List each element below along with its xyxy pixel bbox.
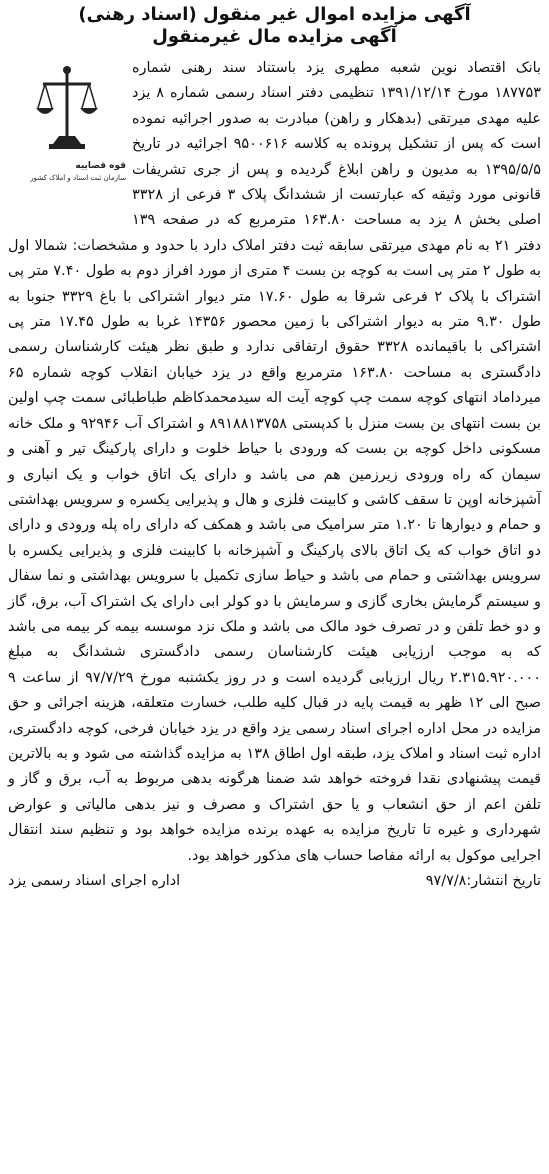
judiciary-emblem — [8, 58, 126, 208]
emblem-subcaption: سازمان ثبت اسناد و املاک کشور — [30, 174, 126, 182]
publish-date: تاریخ انتشار:۹۷/۷/۸ — [425, 873, 541, 889]
notice-footer — [8, 869, 541, 894]
notice-body — [8, 56, 541, 869]
notice-subtitle: آگهی مزایده مال غیرمنقول — [152, 26, 397, 47]
scales-of-justice-icon — [35, 64, 99, 160]
notice-paragraph: بانک اقتصاد نوین شعبه مطهری یزد باستناد سند رهنی شماره ۱۸۷۷۵۳ مورخ ۱۳۹۱/۱۲/۱۴ تنظیمی دفتر اسناد رسمی شماره ۸ یزد علیه مهدی میرتقی (بدهکار و راهن) مبادرت به صدور اجرائیه نموده است که پس از تشکیل پرونده به کلاسه ۹۵۰۰۶۱۶ اجرائیه در تاریخ ۱۳۹۵/۵/۵ به مدیون و راهن ابلاغ گردیده و پس از جری تشریفات قانونی مورد وثیقه که عبارتست از ششدانگ پلاک ۳ فرعی از ۳۳۲۸ اصلی بخش ۸ یزد به مساحت ۱۶۳.۸۰ مترمربع که در صفحه ۱۳۹ دفتر ۲۱ به نام مهدی میرتقی سابقه ثبت دفتر املاک دارد با حدود و مشخصات: شمالا اول به طول ۲ متر پی است به کوچه بن بست ۴ متری از مورد افراز دوم به طول ۷.۴۰ متر پی اشتراک با پلاک ۲ فرعی شرقا به طول ۱۷.۶۰ متر دیوار اشتراکی با باغ ۳۳۲۹ جنوبا به طول ۹.۳۰ متر به دیوار اشتراکی با زمین محصور ۱۴۳۵۶ غربا به طول ۱۷.۴۵ متر پی اشتراکی با باقیمانده ۳۳۲۸ حقوق ارتفاقی ندارد و طبق نظر هیئت کارشناسان رسمی دادگستری به مساحت ۱۶۳.۸۰ مترمربع واقع در یزد خیابان انقلاب کوچه شماره ۶۵ میرداماد انتهای کوچه سمت چپ کوچه آیت اله سیدمحمدکاظم طباطبائی سمت چپ اولین بن بست انتهای بن بست منزل با کدپستی ۸۹۱۸۸۱۳۷۵۸ و اشتراک آب ۹۲۹۴۶ و ملک خانه مسکونی داخل کوچه بن بست که ورودی با حیاط خلوت و دارای پارکینگ تیر و آهنی و سیمان که راه ورودی زیرزمین هم می باشد و دارای یک اتاق خواب و یک انباری و آشپزخانه اوپن تا سقف کاشی و کابینت فلزی و هال و پذیرایی یکسره و سرویس بهداشتی و حمام و دیوارها تا ۱.۲۰ متر سرامیک می باشد و همکف که دارای راه پله ورودی و دارای دو اتاق خواب که یک اتاق بالای پارکینگ و آشپزخانه با کابینت فلزی و پذیرایی یکسره با سرویس بهداشتی و حمام می باشد و حیاط سازی تکمیل با سرویس بهداشتی و نما سفال و سیستم گرمایش بخاری گازی و سرمایش با دو کولر ابی دارای یک اشتراک آب، برق، گاز و دو خط تلفن و در تصرف خود مالک می باشد و ملک نزد موسسه بیمه کر بیمه می باشد که به موجب ارزیابی هیئت کارشناسان رسمی دادگستری ششدانگ به مبلغ ۲.۳۱۵.۹۲۰.۰۰۰ ریال ارزیابی گردیده است و در روز یکشنبه مورخ ۹۷/۷/۲۹ از ساعت ۹ صبح الی ۱۲ ظهر به قیمت پایه در قبال کلیه طلب، خسارت متعلقه، هزینه اجرائی و حق مزایده در محل اداره اجرای اسناد رسمی یزد واقع در یزد خیابان فرخی، کوچه دادگستری، اداره ثبت اسناد و املاک یزد، طبقه اول اطاق ۱۳۸ به مزایده گذاشته می شود و به بالاترین قیمت پیشنهادی نقدا فروخته خواهد شد ضمنا هرگونه بدهی مربوط به آب، برق و گاز و تلفن اعم از حق انشعاب و یا حق اشتراک و مصرف و نیز بدهی مالیاتی و عوارض شهرداری و غیره تا تاریخ مزایده به عهده برنده مزایده خواهد بود و تنظیم سند انتقال اجرایی موکول به ارائه مفاصا حساب های مذکور خواهد بود. — [8, 60, 542, 864]
issuing-office: اداره اجرای اسناد رسمی یزد — [8, 873, 181, 889]
emblem-caption: قوه قضاییه — [75, 161, 126, 171]
notice-title: آگهی مزایده اموال غیر منقول (اسناد رهنی) — [78, 4, 471, 25]
